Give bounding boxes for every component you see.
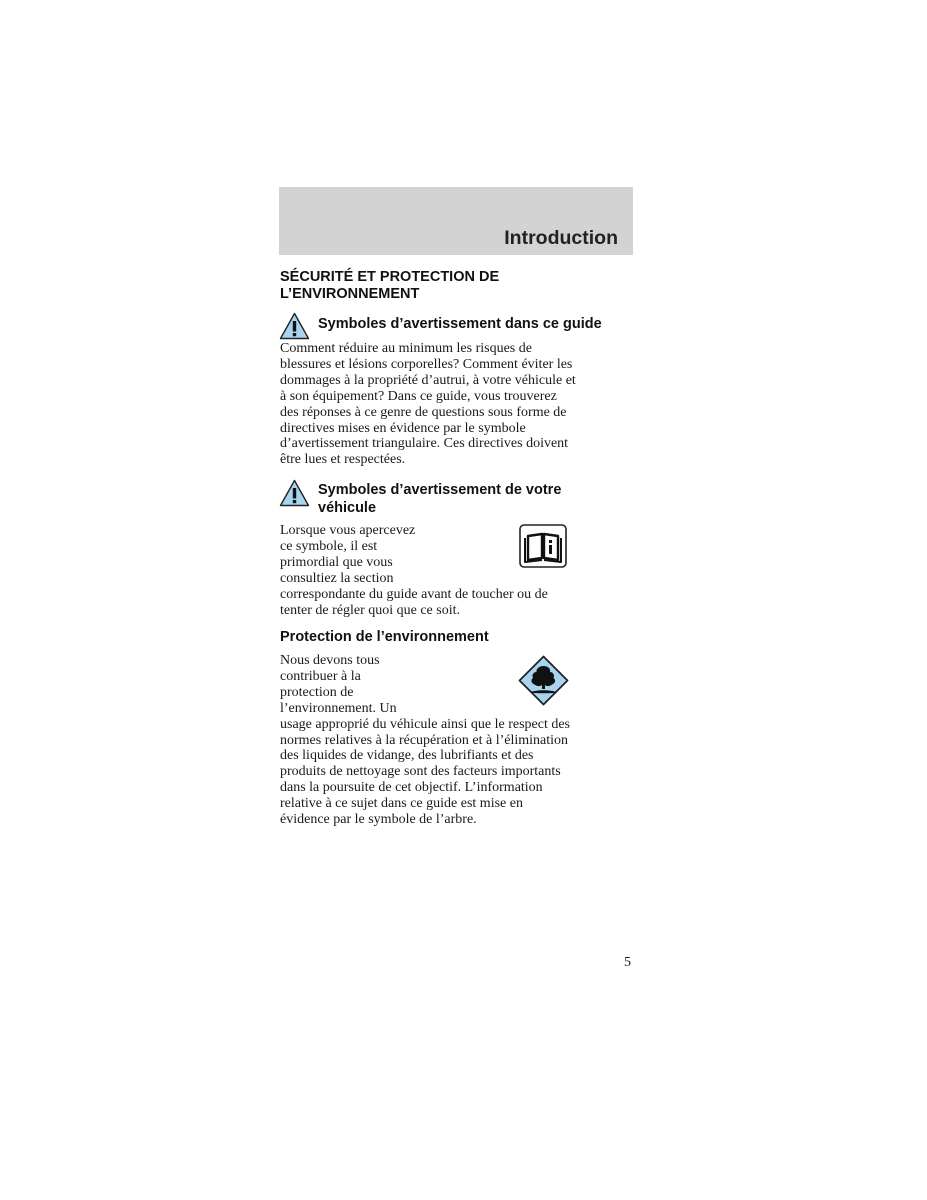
paragraph-line: protection de xyxy=(280,684,354,700)
paragraph-line: des réponses à ce genre de questions sous forme de xyxy=(280,404,567,420)
paragraph-line: être lues et respectées. xyxy=(280,452,406,468)
warning-triangle-icon xyxy=(279,479,310,507)
warning-vehicle-heading-line-1: Symboles d’avertissement de votre xyxy=(318,482,562,498)
header-band xyxy=(279,187,633,255)
warning-vehicle-heading-line-2: véhicule xyxy=(318,499,377,516)
section-title-line-1: SÉCURITÉ ET PROTECTION DE xyxy=(280,269,500,285)
warning-vehicle-paragraph xyxy=(280,523,640,618)
warning-triangle-icon xyxy=(279,312,310,340)
paragraph-line: dommages à la propriété d’autrui, à votre véhicule et xyxy=(280,372,576,388)
paragraph-line: contribuer à la xyxy=(280,668,361,684)
warning-guide-heading: Symboles d’avertissement dans ce guide xyxy=(318,316,602,332)
paragraph-line: correspondante du guide avant de toucher ou de xyxy=(280,586,548,602)
paragraph-line: dans la poursuite de cet objectif. L’information xyxy=(280,780,543,796)
paragraph-line: d’avertissement triangulaire. Ces directives doivent xyxy=(280,436,569,452)
paragraph-line: ce symbole, il est xyxy=(280,538,378,554)
paragraph-line: l’environnement. Un xyxy=(280,700,397,716)
paragraph-line: primordial que vous xyxy=(280,554,393,570)
paragraph-line: évidence par le symbole de l’arbre. xyxy=(280,812,477,828)
paragraph-line: tenter de régler quoi que ce soit. xyxy=(280,602,460,618)
paragraph-line: à son équipement? Dans ce guide, vous trouverez xyxy=(280,388,557,404)
warning-guide-paragraph xyxy=(280,341,640,468)
warning-vehicle-heading xyxy=(318,482,561,517)
paragraph-line: des liquides de vidange, des lubrifiants et des xyxy=(280,748,534,764)
paragraph-line: Nous devons tous xyxy=(280,653,380,668)
paragraph-line: consultiez la section xyxy=(280,570,394,586)
section-title xyxy=(280,269,580,302)
paragraph-line: Lorsque vous apercevez xyxy=(280,523,416,538)
paragraph-line: usage approprié du véhicule ainsi que le respect des xyxy=(280,716,571,732)
paragraph-line: produits de nettoyage sont des facteurs importants xyxy=(280,764,561,780)
paragraph-line: directives mises en évidence par le symbole xyxy=(280,420,526,436)
paragraph-line: Comment réduire au minimum les risques de xyxy=(280,341,532,356)
paragraph-line: normes relatives à la récupération et à l’élimination xyxy=(280,732,569,748)
page-title: Introduction xyxy=(504,227,618,249)
paragraph-line: relative à ce sujet dans ce guide est mise en xyxy=(280,796,523,812)
page-number: 5 xyxy=(624,955,631,970)
section-title-line-2: L’ENVIRONNEMENT xyxy=(280,285,420,302)
environment-paragraph xyxy=(280,653,640,828)
environment-heading: Protection de l’environnement xyxy=(280,629,489,645)
paragraph-line: blessures et lésions corporelles? Comment éviter les xyxy=(280,356,573,372)
